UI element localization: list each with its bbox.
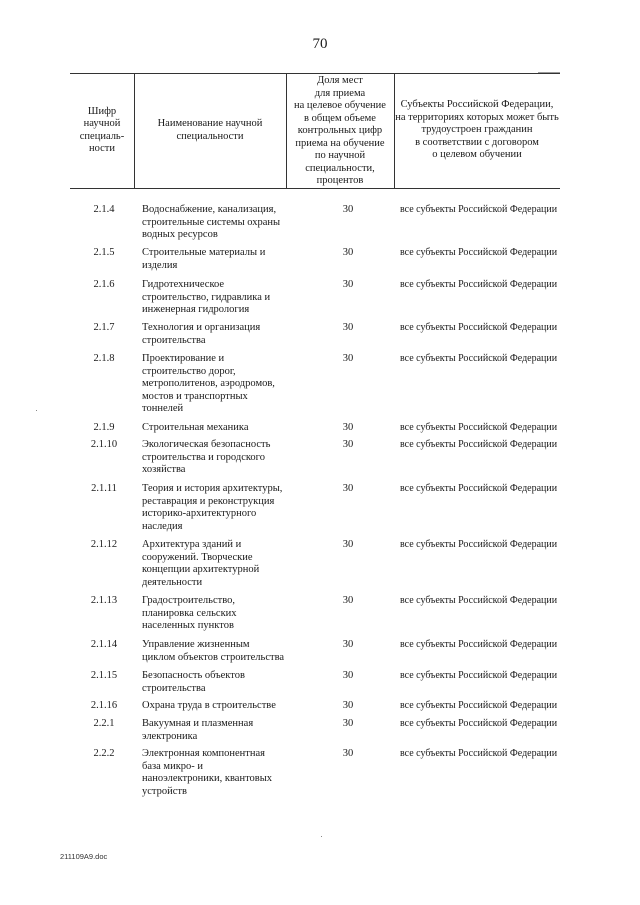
row-subjects: все субъекты Российской Федерации [400,322,558,333]
header-name: Наименование научной специальности [157,118,263,142]
table-row [70,204,570,247]
row-code: 2.2.2 [93,748,115,759]
row-subjects: все субъекты Российской Федерации [400,670,558,681]
row-subjects: все субъекты Российской Федерации [400,279,558,290]
row-subjects: все субъекты Российской Федерации [400,439,558,450]
row-subjects: все субъекты Российской Федерации [400,483,558,494]
row-code: 2.1.7 [93,322,115,333]
page-number: 70 [312,36,328,52]
row-subjects: все субъекты Российской Федерации [400,700,558,711]
row-code: 2.1.15 [90,670,118,681]
table-row [70,700,570,718]
row-code: 2.1.11 [91,483,117,494]
row-share: 30 [342,718,354,729]
table-body [70,204,570,804]
table-row [70,670,570,700]
row-share: 30 [342,279,354,290]
row-code: 2.1.10 [90,439,118,450]
row-code: 2.1.5 [93,247,115,258]
row-subjects: все субъекты Российской Федерации [400,639,558,650]
row-name: Гидротехническое строительство, гидравлика и инженерная гидрология [142,279,271,315]
row-code: 2.1.14 [90,639,118,650]
row-share: 30 [342,748,354,759]
row-code: 2.1.13 [90,595,118,606]
row-subjects: все субъекты Российской Федерации [400,748,558,759]
table-row [70,353,570,422]
row-subjects: все субъекты Российской Федерации [400,718,558,729]
table-row [70,718,570,748]
row-subjects: все субъекты Российской Федерации [400,539,558,550]
table-row [70,595,570,639]
row-code: 2.1.9 [93,422,115,433]
table-row [70,539,570,595]
row-name: Архитектура зданий и сооружений. Творческие концепции архитектурной деятельности [142,539,260,588]
header-bottom-rule [70,188,560,189]
row-share: 30 [342,353,354,364]
row-name: Охрана труда в строительстве [142,700,276,711]
row-share: 30 [342,439,354,450]
scan-speck [538,72,560,73]
table-row [70,279,570,322]
footer-filename: 211109A9.doc [60,852,108,861]
row-share: 30 [342,204,354,215]
table-row [70,422,570,439]
row-name: Электронная компонентная база микро- и наноэлектроники, квантовых устройств [142,748,273,797]
row-name: Строительные материалы и изделия [142,247,266,271]
row-name: Проектирование и строительство дорог, метрополитенов, аэродромов, мостов и транспортных тоннелей [142,353,275,414]
row-name: Теория и история архитектуры, реставрация и реконструкция историко-архитектурного наследия [142,483,283,532]
row-code: 2.1.4 [93,204,115,215]
table-row [70,748,570,804]
row-subjects: все субъекты Российской Федерации [400,353,558,364]
row-name: Безопасность объектов строительства [142,670,245,694]
header-subjects: Субъекты Российской Федерации, на территориях которых может быть трудоустроен гражданин в соответствии с договором о целевом обучении [395,99,559,161]
row-subjects: все субъекты Российской Федерации [400,422,558,433]
row-name: Строительная механика [142,422,249,433]
row-code: 2.1.12 [90,539,118,550]
row-code: 2.1.16 [90,700,118,711]
row-share: 30 [342,422,354,433]
header-share: Доля мест для приема на целевое обучение в общем объеме контрольных цифр приема на обучение по научной специальности, процентов [294,75,386,186]
header-code: Шифр научной специаль- ности [79,105,125,154]
table-row [70,483,570,539]
row-code: 2.1.8 [93,353,115,364]
row-subjects: все субъекты Российской Федерации [400,595,558,606]
row-share: 30 [342,539,354,550]
scan-speck [36,410,37,411]
row-share: 30 [342,670,354,681]
row-name: Экологическая безопасность строительства и городского хозяйства [142,439,271,475]
row-name: Управление жизненным циклом объектов строительства [142,639,285,663]
row-share: 30 [342,483,354,494]
row-name: Градостроительство, планировка сельских населенных пунктов [142,595,237,631]
row-code: 2.1.6 [93,279,115,290]
row-share: 30 [342,595,354,606]
row-share: 30 [342,639,354,650]
row-subjects: все субъекты Российской Федерации [400,247,558,258]
row-name: Технология и организация строительства [142,322,261,346]
row-subjects: все субъекты Российской Федерации [400,204,558,215]
table-row [70,439,570,483]
row-name: Водоснабжение, канализация, строительные системы охраны водных ресурсов [142,204,281,240]
scan-speck [321,836,322,837]
row-share: 30 [342,247,354,258]
row-code: 2.2.1 [93,718,115,729]
table-row [70,639,570,670]
row-share: 30 [342,322,354,333]
table-row [70,322,570,353]
table-row [70,247,570,279]
row-share: 30 [342,700,354,711]
row-name: Вакуумная и плазменная электроника [142,718,254,742]
